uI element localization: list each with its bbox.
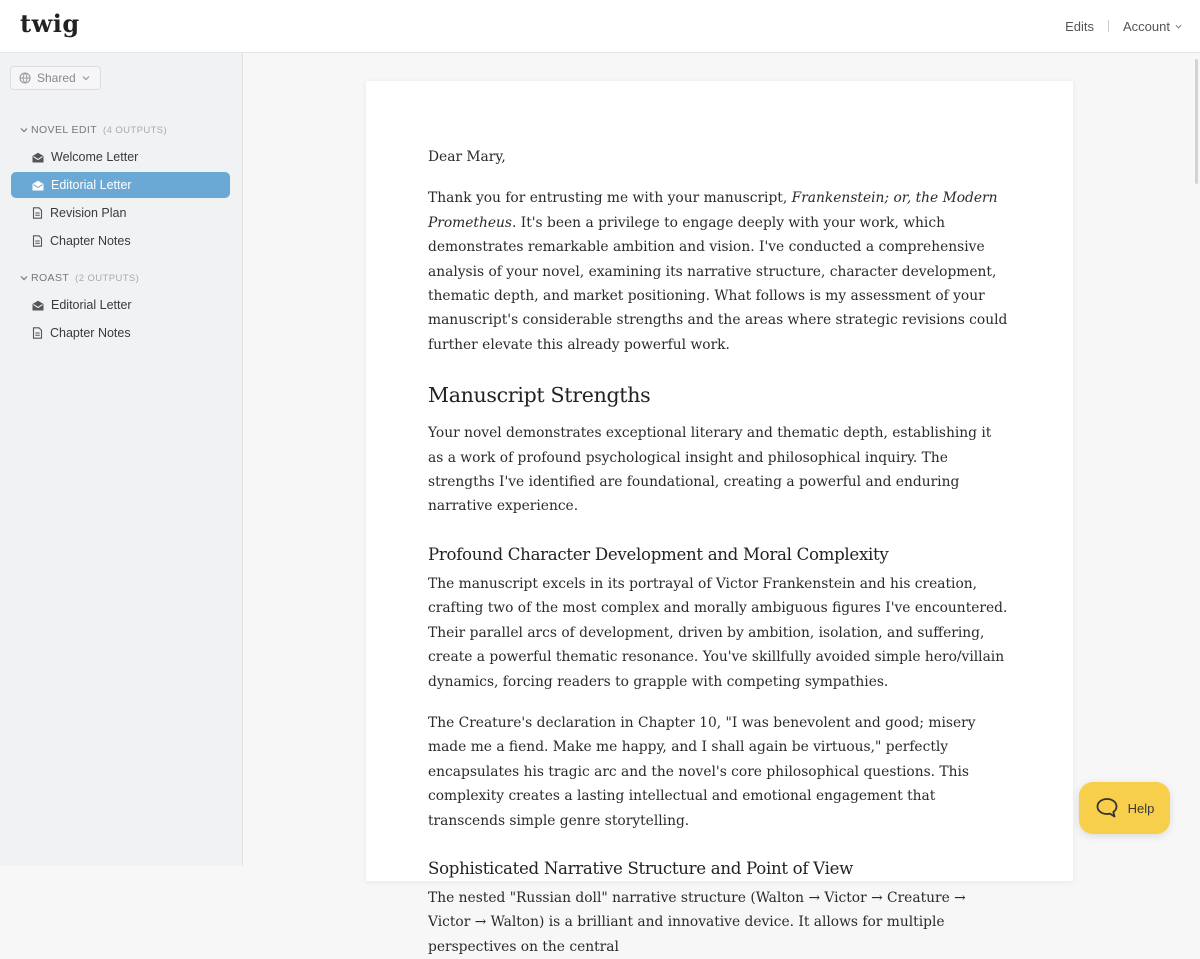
help-button[interactable] [1079,782,1170,834]
heading-character-development: Profound Character Development and Moral Complexity [428,544,889,564]
sidebar [0,53,243,866]
sidebar-item-roast-chapter-notes[interactable] [11,320,230,346]
group-header-roast[interactable] [20,272,139,284]
group-title: ROAST [31,272,70,284]
heading-manuscript-strengths: Manuscript Strengths [428,383,651,408]
group-count: (2 OUTPUTS) [75,272,140,284]
sidebar-item-chapter-notes[interactable] [11,228,230,254]
document-icon [32,235,43,247]
intro-text-end: . It's been a privilege to engage deeply with your work, which demonstrates remarkable ambition and vision. I've conducted a comprehensive analysis of your novel, examining its narrative structure, character development, thematic depth, and market positioning. What follows is my assessment of your manuscript's considerable strengths and the areas where strategic revisions could further elevate this already powerful work. [428,214,1008,353]
document-icon [32,207,43,219]
envelope-icon [32,152,44,163]
app-logo[interactable]: twig [20,9,80,38]
sidebar-item-roast-editorial-letter[interactable] [11,292,230,318]
shared-dropdown[interactable] [10,66,101,90]
sidebar-item-welcome-letter[interactable] [11,144,230,170]
paragraph-character-1: The manuscript excels in its portrayal of Victor Frankenstein and his creation, crafting two of the most complex and morally ambiguous figures I've encountered. Their parallel arcs of development, driven by ambition, isolation, and suffering, create a powerful thematic resonance. You've skillfully avoided simple hero/villain dynamics, forcing readers to grapple with competing sympathies. [428,575,1008,690]
nav-divider [1108,20,1109,32]
document-icon [32,327,43,339]
top-bar [0,0,1200,53]
sidebar-item-label: Welcome Letter [51,150,139,164]
sidebar-item-label: Editorial Letter [51,298,132,312]
account-menu[interactable] [1123,19,1182,34]
sidebar-item-label: Revision Plan [50,206,127,220]
scrollbar-thumb[interactable] [1195,59,1198,184]
paragraph-character-2: The Creature's declaration in Chapter 10, "I was benevolent and good; misery made me a fiend. Make me happy, and I shall again be virtuous," perfectly encapsulates his tragic arc and the novel's core philosophical questions. This complexity creates a lasting intellectual and emotional engagement that transcends simple genre storytelling. [428,714,976,829]
edits-link[interactable]: Edits [1065,18,1095,34]
chevron-down-icon [20,274,28,282]
sidebar-item-label: Chapter Notes [50,234,131,248]
letter-page [366,81,1073,955]
account-label: Account [1123,18,1170,34]
envelope-icon [32,300,44,311]
heading-narrative-structure: Sophisticated Narrative Structure and Point of View [428,858,854,878]
sidebar-item-label: Chapter Notes [50,326,131,340]
paragraph-structure: The nested "Russian doll" narrative structure (Walton → Victor → Creature → Victor → Walton) is a brilliant and innovative device. It allows for multiple perspectives on the central [428,889,966,955]
help-label: Help [1127,800,1155,816]
letter-greeting: Dear Mary, [428,149,506,165]
group-title: NOVEL EDIT [31,124,98,136]
group-count: (4 OUTPUTS) [103,124,168,136]
chevron-down-icon [82,74,90,82]
letter-intro [428,186,1011,357]
envelope-icon [32,180,44,191]
manuscript-title: Frankenstein; or, the Modern Prometheus [428,190,998,231]
paragraph-strengths: Your novel demonstrates exceptional literary and thematic depth, establishing it as a work of profound psychological insight and philosophical inquiry. The strengths I've identified are foundational, creating a powerful and enduring narrative experience. [428,425,992,515]
sidebar-item-revision-plan[interactable] [11,200,230,226]
sidebar-item-label: Editorial Letter [51,178,132,192]
sidebar-item-editorial-letter[interactable] [11,172,230,198]
top-nav [1065,0,1182,52]
group-header-novel-edit[interactable] [20,124,167,136]
chat-bubble-icon [1095,797,1119,819]
intro-text-start: Thank you for entrusting me with your manuscript, [428,190,792,207]
globe-icon [19,72,31,84]
chevron-down-icon [1175,23,1182,30]
chevron-down-icon [20,126,28,134]
shared-label: Shared [37,71,76,85]
document-viewer[interactable] [243,53,1200,955]
